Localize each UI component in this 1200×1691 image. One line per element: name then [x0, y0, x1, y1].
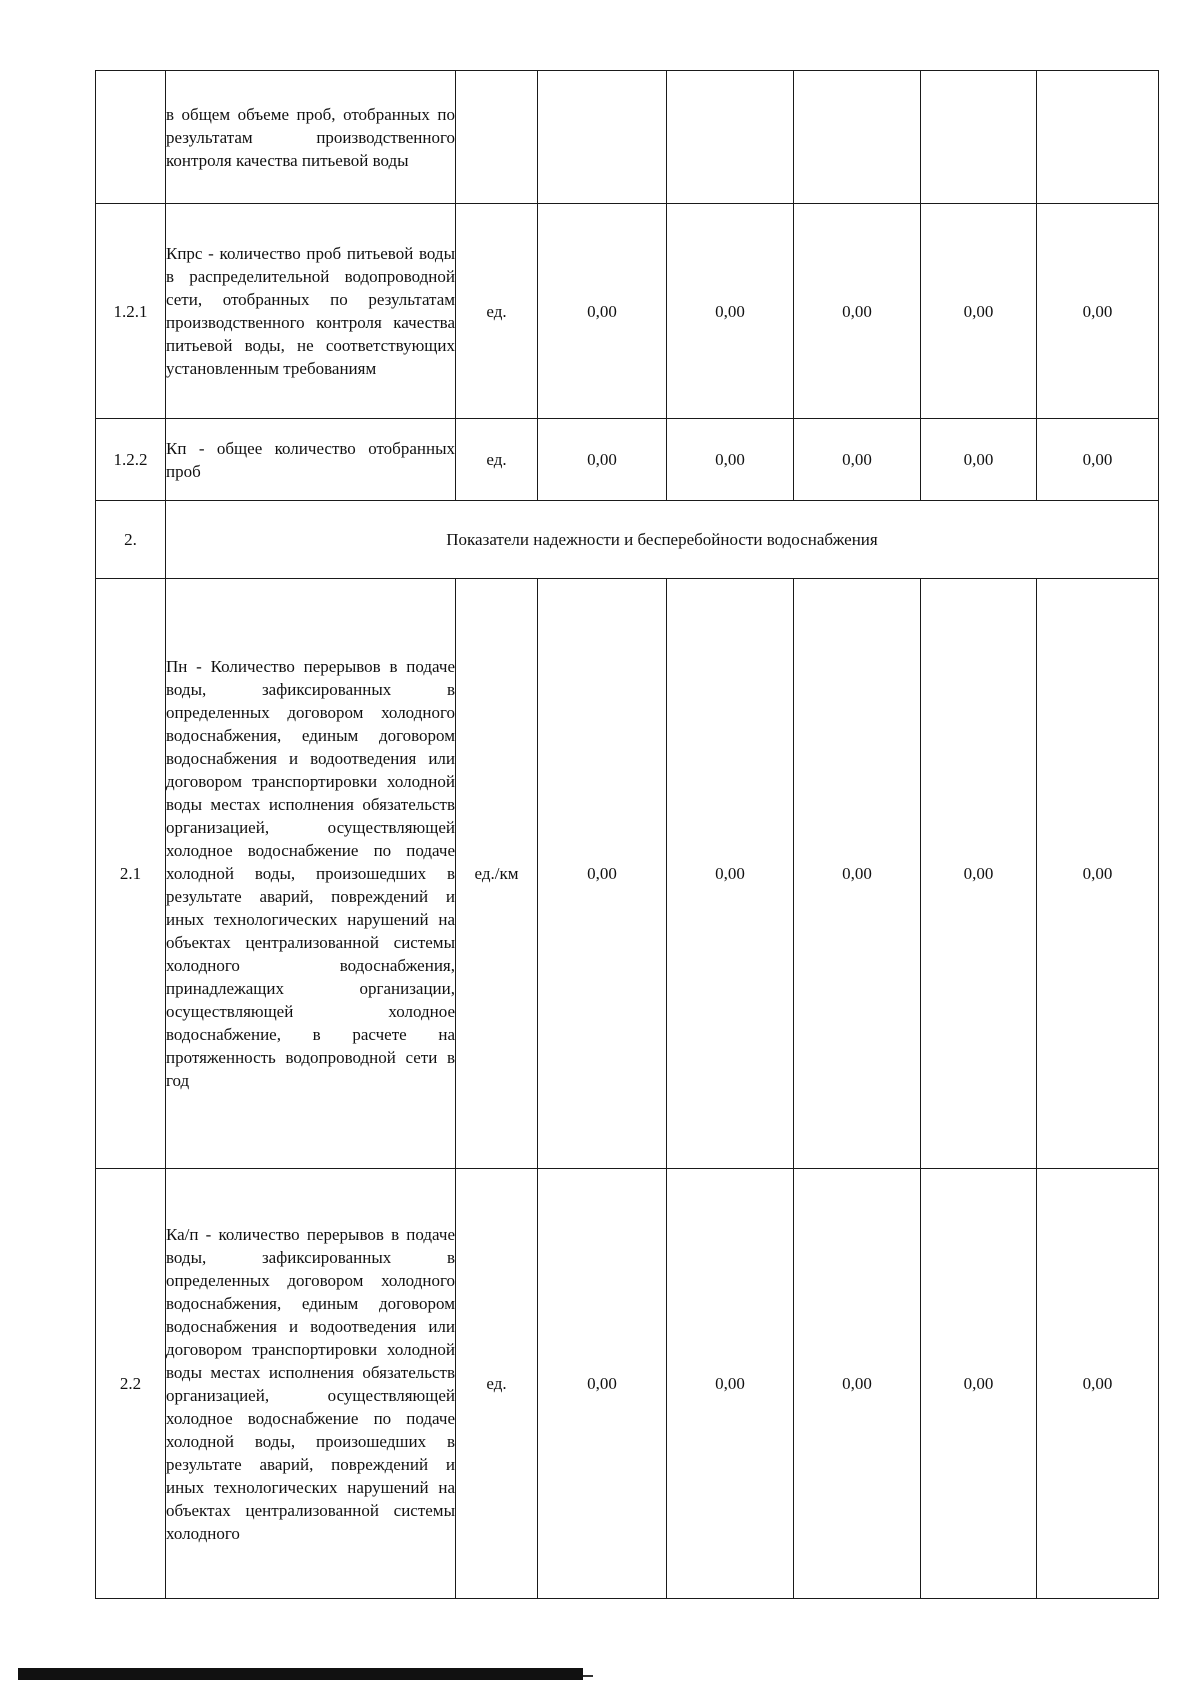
scan-edge-bar-tail — [583, 1675, 593, 1677]
row-unit: ед. — [456, 1169, 538, 1599]
row-number: 2.1 — [96, 579, 166, 1169]
row-value: 0,00 — [794, 579, 921, 1169]
row-value: 0,00 — [538, 204, 667, 419]
row-value: 0,00 — [1037, 579, 1159, 1169]
scan-edge-bar — [18, 1668, 583, 1680]
row-value: 0,00 — [667, 579, 794, 1169]
row-value: 0,00 — [1037, 419, 1159, 501]
row-value: 0,00 — [538, 579, 667, 1169]
row-unit — [456, 71, 538, 204]
table-row — [96, 419, 1159, 501]
row-value: 0,00 — [794, 419, 921, 501]
row-description: Кп - общее количество отобранных проб — [166, 419, 456, 501]
row-value: 0,00 — [538, 419, 667, 501]
row-value: 0,00 — [1037, 1169, 1159, 1599]
row-unit: ед. — [456, 419, 538, 501]
indicators-table — [95, 70, 1159, 1599]
row-value: 0,00 — [667, 204, 794, 419]
row-value: 0,00 — [667, 1169, 794, 1599]
row-value: 0,00 — [921, 1169, 1037, 1599]
row-value: 0,00 — [538, 1169, 667, 1599]
section-number: 2. — [96, 501, 166, 579]
row-description: Кпрс - количество проб питьевой воды в распределительной водопроводной сети, отобранных по результатам производственного контроля качества питьевой воды, не соответствующих установленным требованиям — [166, 204, 456, 419]
row-number — [96, 71, 166, 204]
row-value — [538, 71, 667, 204]
row-description: в общем объеме проб, отобранных по результатам производственного контроля качества питьевой воды — [166, 71, 456, 204]
row-value: 0,00 — [794, 204, 921, 419]
row-value: 0,00 — [667, 419, 794, 501]
row-number: 1.2.2 — [96, 419, 166, 501]
section-row — [96, 501, 1159, 579]
row-value — [667, 71, 794, 204]
row-description: Пн - Количество перерывов в подаче воды, зафиксированных в определенных договором холодного водоснабжения, единым договором водоснабжения и водоотведения или договором транспортировки холодной воды местах исполнения обязательств организацией, осуществляющей холодное водоснабжение по подаче холодной воды, произошедших в результате аварий, повреждений и иных технологических нарушений на объектах централизованной системы холодного водоснабжения, принадлежащих организации, осуществляющей холодное водоснабжение, в расчете на протяженность водопроводной сети в год — [166, 579, 456, 1169]
table-row — [96, 579, 1159, 1169]
section-title: Показатели надежности и бесперебойности водоснабжения — [166, 501, 1159, 579]
row-number: 1.2.1 — [96, 204, 166, 419]
row-value: 0,00 — [921, 579, 1037, 1169]
row-number: 2.2 — [96, 1169, 166, 1599]
row-value: 0,00 — [794, 1169, 921, 1599]
row-unit: ед./км — [456, 579, 538, 1169]
table-row — [96, 71, 1159, 204]
row-description: Ка/п - количество перерывов в подаче воды, зафиксированных в определенных договором холодного водоснабжения, единым договором водоснабжения и водоотведения или договором транспортировки холодной воды местах исполнения обязательств организацией, осуществляющей холодное водоснабжение по подаче холодной воды, произошедших в результате аварий, повреждений и иных технологических нарушений на объектах централизованной системы холодного — [166, 1169, 456, 1599]
row-unit: ед. — [456, 204, 538, 419]
row-value — [794, 71, 921, 204]
table-row — [96, 204, 1159, 419]
row-value — [921, 71, 1037, 204]
row-value: 0,00 — [921, 419, 1037, 501]
row-value: 0,00 — [921, 204, 1037, 419]
row-value — [1037, 71, 1159, 204]
table-row — [96, 1169, 1159, 1599]
row-value: 0,00 — [1037, 204, 1159, 419]
